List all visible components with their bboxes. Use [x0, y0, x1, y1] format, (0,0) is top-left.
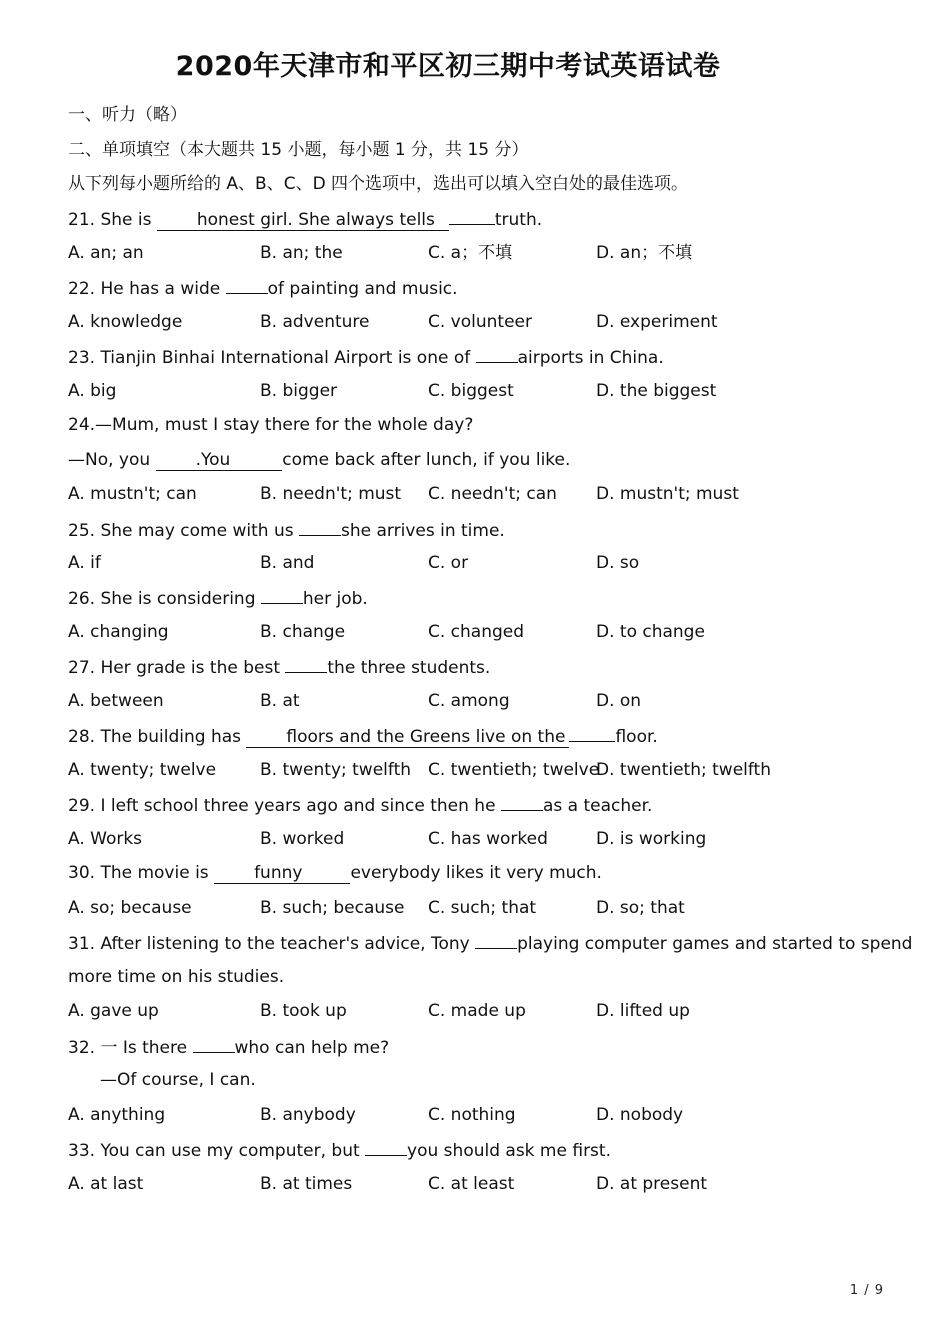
option-25-d[interactable]: D. so	[596, 553, 640, 573]
option-21-c[interactable]: C. a；不填	[428, 243, 513, 263]
option-21-d[interactable]: D. an；不填	[596, 243, 693, 263]
option-23-a[interactable]: A. big	[68, 381, 117, 401]
question-29: 29. I left school three years ago and since then he as a teacher.	[68, 793, 652, 817]
option-27-c[interactable]: C. among	[428, 691, 510, 711]
option-21-a[interactable]: A. an; an	[68, 243, 144, 263]
option-23-c[interactable]: C. biggest	[428, 381, 514, 401]
option-27-b[interactable]: B. at	[260, 691, 300, 711]
instruction: 从下列每小题所给的 A、B、C、D 四个选项中，选出可以填入空白处的最佳选项。	[68, 174, 689, 194]
option-25-b[interactable]: B. and	[260, 553, 315, 573]
option-24-c[interactable]: C. needn't; can	[428, 484, 557, 504]
option-28-b[interactable]: B. twenty; twelfth	[260, 760, 412, 780]
question-26: 26. She is considering her job.	[68, 586, 368, 610]
option-24-a[interactable]: A. mustn't; can	[68, 484, 197, 504]
option-29-b[interactable]: B. worked	[260, 829, 345, 849]
option-27-d[interactable]: D. on	[596, 691, 642, 711]
section-single-choice: 二、单项填空（本大题共 15 小题，每小题 1 分，共 15 分）	[68, 140, 529, 160]
option-31-c[interactable]: C. made up	[428, 1001, 526, 1021]
option-22-c[interactable]: C. volunteer	[428, 312, 532, 332]
option-33-a[interactable]: A. at last	[68, 1174, 144, 1194]
option-29-c[interactable]: C. has worked	[428, 829, 548, 849]
option-22-a[interactable]: A. knowledge	[68, 312, 183, 332]
option-30-a[interactable]: A. so; because	[68, 898, 192, 918]
question-30: 30. The movie is funny everybody likes it very much.	[68, 863, 602, 883]
option-33-b[interactable]: B. at times	[260, 1174, 353, 1194]
option-25-c[interactable]: C. or	[428, 553, 469, 573]
question-33: 33. You can use my computer, but you should ask me first.	[68, 1138, 611, 1162]
option-23-d[interactable]: D. the biggest	[596, 381, 717, 401]
option-26-c[interactable]: C. changed	[428, 622, 525, 642]
question-24-line-2: —No, you .You come back after lunch, if you like.	[68, 450, 571, 470]
option-25-a[interactable]: A. if	[68, 553, 101, 573]
page-title: 2020年天津市和平区初三期中考试英语试卷	[175, 51, 721, 82]
option-24-d[interactable]: D. mustn't; must	[596, 484, 739, 504]
option-26-a[interactable]: A. changing	[68, 622, 169, 642]
option-26-b[interactable]: B. change	[260, 622, 346, 642]
option-30-c[interactable]: C. such; that	[428, 898, 537, 918]
option-28-c[interactable]: C. twentieth; twelve	[428, 760, 600, 780]
option-26-d[interactable]: D. to change	[596, 622, 705, 642]
option-32-d[interactable]: D. nobody	[596, 1105, 684, 1125]
question-23: 23. Tianjin Binhai International Airport is one of airports in China.	[68, 345, 664, 369]
question-28: 28. The building has floors and the Greens live on the floor.	[68, 724, 658, 748]
option-30-b[interactable]: B. such; because	[260, 898, 405, 918]
option-33-d[interactable]: D. at present	[596, 1174, 708, 1194]
question-31-line-2: more time on his studies.	[68, 967, 285, 987]
question-25: 25. She may come with us she arrives in time.	[68, 518, 505, 542]
option-29-a[interactable]: A. Works	[68, 829, 143, 849]
question-24-line-1: 24.—Mum, must I stay there for the whole day?	[68, 415, 474, 435]
option-22-b[interactable]: B. adventure	[260, 312, 370, 332]
question-21: 21. She is honest girl. She always tells truth.	[68, 207, 542, 231]
question-32-line-1: 32. 一 Is there who can help me?	[68, 1035, 389, 1059]
option-23-b[interactable]: B. bigger	[260, 381, 338, 401]
option-27-a[interactable]: A. between	[68, 691, 164, 711]
question-32-line-2: —Of course, I can.	[100, 1070, 256, 1090]
option-28-d[interactable]: D. twentieth; twelfth	[596, 760, 771, 780]
option-29-d[interactable]: D. is working	[596, 829, 707, 849]
section-listening: 一、听力（略）	[68, 105, 187, 125]
question-22: 22. He has a wide of painting and music.	[68, 276, 458, 300]
option-31-d[interactable]: D. lifted up	[596, 1001, 690, 1021]
question-31-line-1: 31. After listening to the teacher's advice, Tony playing computer games and started to spend	[68, 931, 912, 955]
option-32-c[interactable]: C. nothing	[428, 1105, 516, 1125]
page-number: 1 / 9	[849, 1283, 884, 1298]
option-28-a[interactable]: A. twenty; twelve	[68, 760, 217, 780]
option-24-b[interactable]: B. needn't; must	[260, 484, 402, 504]
option-33-c[interactable]: C. at least	[428, 1174, 515, 1194]
question-27: 27. Her grade is the best the three students.	[68, 655, 490, 679]
option-31-b[interactable]: B. took up	[260, 1001, 347, 1021]
option-30-d[interactable]: D. so; that	[596, 898, 685, 918]
option-21-b[interactable]: B. an; the	[260, 243, 343, 263]
option-32-b[interactable]: B. anybody	[260, 1105, 356, 1125]
option-31-a[interactable]: A. gave up	[68, 1001, 159, 1021]
option-32-a[interactable]: A. anything	[68, 1105, 166, 1125]
option-22-d[interactable]: D. experiment	[596, 312, 718, 332]
